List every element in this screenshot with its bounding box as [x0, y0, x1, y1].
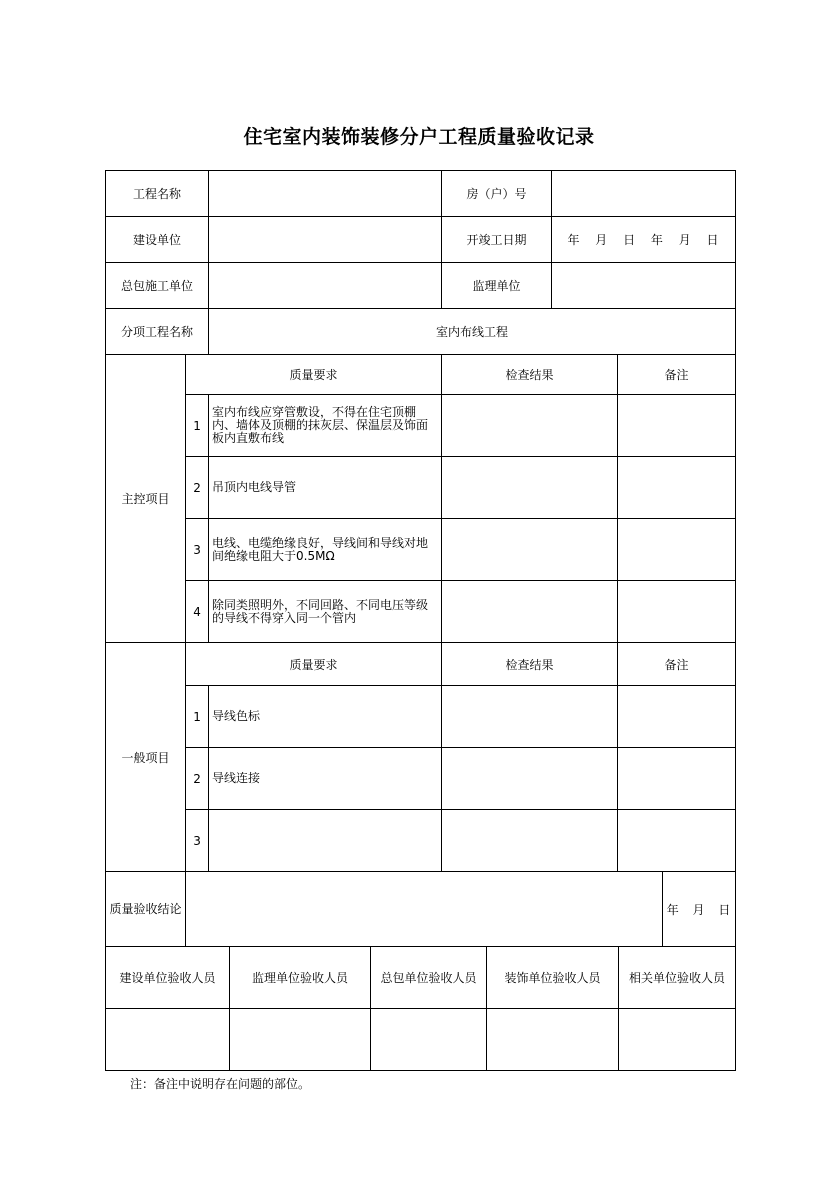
conclusion-value[interactable]: [186, 872, 663, 947]
general-item-result[interactable]: [442, 748, 618, 810]
related-signature-field[interactable]: [619, 1009, 736, 1071]
main-control-col-note: 备注: [618, 355, 736, 395]
decorator-signature-label: 装饰单位验收人员: [487, 947, 619, 1009]
general-item-note[interactable]: [618, 686, 736, 748]
conclusion-label: 质量验收结论: [106, 872, 186, 947]
subitem-label: 分项工程名称: [106, 309, 209, 355]
room-no-value[interactable]: [552, 171, 736, 217]
supervisor-value[interactable]: [552, 263, 736, 309]
related-signature-label: 相关单位验收人员: [619, 947, 736, 1009]
start-end-date-label: 开竣工日期: [442, 217, 552, 263]
supervisor-signature-label: 监理单位验收人员: [230, 947, 371, 1009]
main-item-result[interactable]: [442, 519, 618, 581]
contractor-signature-label: 总包单位验收人员: [371, 947, 487, 1009]
builder-signature-field[interactable]: [106, 1009, 230, 1071]
supervisor-label: 监理单位: [442, 263, 552, 309]
subitem-value[interactable]: 室内布线工程: [209, 309, 736, 355]
general-item-requirement: 导线连接: [209, 748, 442, 810]
main-item-number: 3: [186, 519, 209, 581]
main-item-result[interactable]: [442, 457, 618, 519]
builder-value[interactable]: [209, 217, 442, 263]
main-item-result[interactable]: [442, 581, 618, 643]
main-item-result[interactable]: [442, 395, 618, 457]
contractor-label: 总包施工单位: [106, 263, 209, 309]
document-title: 住宅室内装饰装修分户工程质量验收记录: [243, 126, 595, 148]
main-item-number: 2: [186, 457, 209, 519]
main-item-note[interactable]: [618, 457, 736, 519]
builder-signature-label: 建设单位验收人员: [106, 947, 230, 1009]
general-item-requirement: 导线色标: [209, 686, 442, 748]
main-item-note[interactable]: [618, 581, 736, 643]
footnote: 注：备注中说明存在问题的部位。: [130, 1077, 311, 1091]
builder-label: 建设单位: [106, 217, 209, 263]
main-item-note[interactable]: [618, 395, 736, 457]
general-item-result[interactable]: [442, 686, 618, 748]
signature-table: [105, 946, 736, 1071]
acceptance-table: [105, 170, 736, 947]
main-item-requirement: 吊顶内电线导管: [209, 457, 442, 519]
conclusion-date[interactable]: 年 月 日: [663, 872, 736, 947]
decorator-signature-field[interactable]: [487, 1009, 619, 1071]
main-item-requirement: 除同类照明外，不同回路、不同电压等级的导线不得穿入同一个管内: [209, 581, 442, 643]
project-name-value[interactable]: [209, 171, 442, 217]
general-label: 一般项目: [106, 643, 186, 872]
general-item-note[interactable]: [618, 748, 736, 810]
main-item-requirement: 电线、电缆绝缘良好，导线间和导线对地间绝缘电阻大于0.5MΩ: [209, 519, 442, 581]
room-no-label: 房（户）号: [442, 171, 552, 217]
supervisor-signature-field[interactable]: [230, 1009, 371, 1071]
main-control-col-result: 检查结果: [442, 355, 618, 395]
main-item-number: 1: [186, 395, 209, 457]
general-col-result: 检查结果: [442, 643, 618, 686]
contractor-signature-field[interactable]: [371, 1009, 487, 1071]
general-item-number: 2: [186, 748, 209, 810]
main-control-label: 主控项目: [106, 355, 186, 643]
main-item-note[interactable]: [618, 519, 736, 581]
project-name-label: 工程名称: [106, 171, 209, 217]
general-item-note[interactable]: [618, 810, 736, 872]
contractor-value[interactable]: [209, 263, 442, 309]
general-item-number: 1: [186, 686, 209, 748]
general-item-number: 3: [186, 810, 209, 872]
start-end-date-value[interactable]: 年 月 日 年 月 日: [552, 217, 736, 263]
main-item-number: 4: [186, 581, 209, 643]
general-item-requirement: [209, 810, 442, 872]
main-item-requirement: 室内布线应穿管敷设，不得在住宅顶棚内、墙体及顶棚的抹灰层、保温层及饰面板内直敷布线: [209, 395, 442, 457]
general-col-requirement: 质量要求: [186, 643, 442, 686]
general-item-result[interactable]: [442, 810, 618, 872]
main-control-col-requirement: 质量要求: [186, 355, 442, 395]
general-col-note: 备注: [618, 643, 736, 686]
